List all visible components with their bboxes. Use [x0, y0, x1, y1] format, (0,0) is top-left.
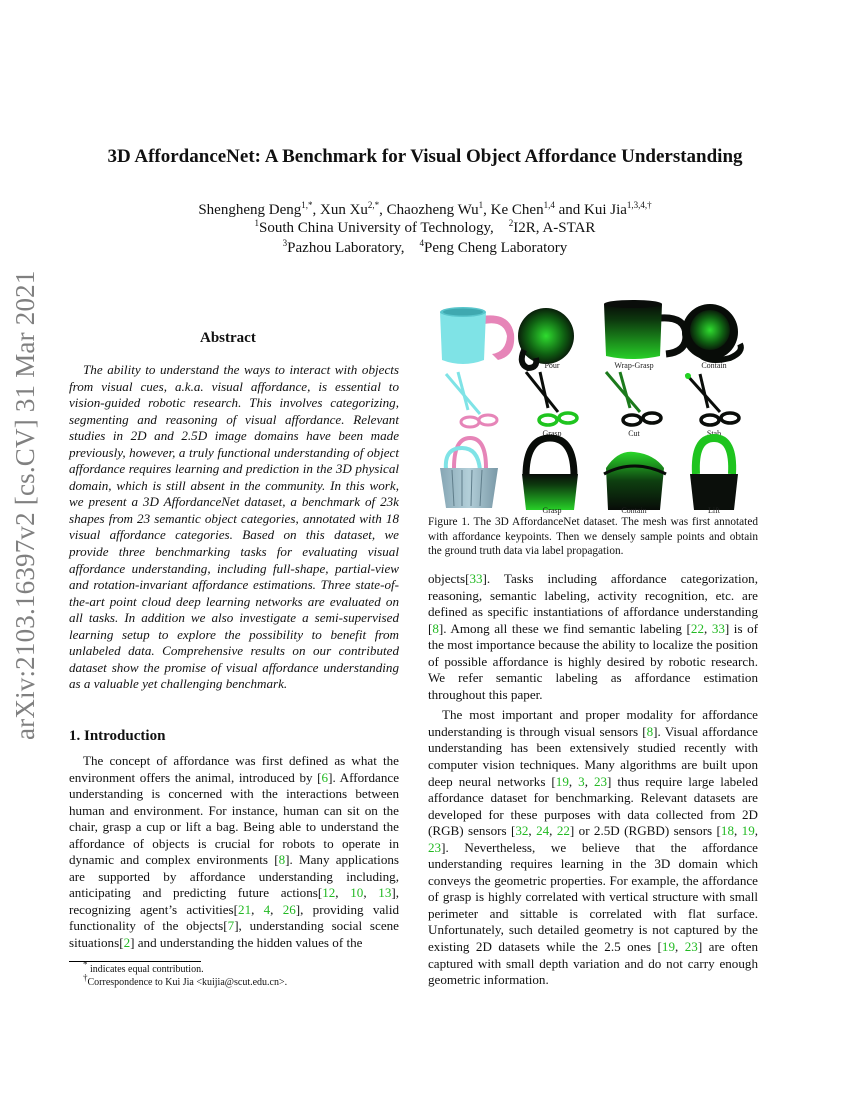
- citation-link[interactable]: 22: [556, 823, 570, 839]
- citation-link[interactable]: 22: [690, 620, 704, 636]
- citation-link[interactable]: 33: [469, 571, 483, 586]
- abstract-heading: Abstract: [200, 330, 256, 346]
- intro-paragraph: The concept of affordance was first defined as what the environment offers the animal, introduced by [6]. Affordance understanding is concerned with the interactions between human and environment. For instance, human can sit on the chair, grasp a cup or lift a bag. Being able to understand the affordance of objects is crucial for robots to operate in dynamic and complex environments [8]. Many applications are supported by affordance understanding including, anticipating and predicting future actions[12, 10, 13], recognizing agent’s activities[21, 4, 26], providing valid functionality of the objects[7], understanding social scene situations[2] and understanding the hidden values of the: [69, 753, 400, 951]
- citation-link[interactable]: 2: [123, 935, 131, 951]
- text-run: ]. Tasks including affordance categorization, reasoning, semantic labeling, activity recognition, etc. are defined as specific instantiations of affordance understanding [: [428, 571, 758, 636]
- citation-link[interactable]: 8: [432, 620, 439, 636]
- text-run: ], providing valid functionality of the objects[: [69, 901, 399, 934]
- text-run: objects[: [428, 571, 470, 586]
- affil-sup: 1: [254, 218, 260, 228]
- text-run: ] is of the most importance because the ability to localize the position of possible affordance is highly desired by robotic research. We refer semantic labeling as affordance estimation throughout this paper.: [428, 620, 758, 702]
- author-name: , Chaozheng Wu: [379, 202, 479, 218]
- affiliation: I2R, A-STAR: [513, 220, 596, 236]
- citation-link[interactable]: 8: [278, 852, 286, 868]
- affil-sup: 2: [508, 218, 514, 228]
- arxiv-stamp: arXiv:2103.16397v2 [cs.CV] 31 Mar 2021: [10, 270, 40, 740]
- citation-link[interactable]: 19: [661, 939, 676, 955]
- author-name: and Kui Jia: [554, 202, 627, 218]
- footnote-text: indicates equal contribution.: [87, 964, 204, 975]
- author-sup: 1,4: [543, 200, 555, 210]
- mug-mesh: [440, 307, 514, 364]
- text-run: ]. Visual affordance understanding has been extensively studied recently with computer vision techniques. Many algorithms are built upon deep neural networks [: [428, 723, 758, 789]
- scissors-grasp-heatmap: [526, 372, 577, 425]
- citation-link[interactable]: 13: [378, 885, 392, 901]
- citation-link[interactable]: 10: [350, 885, 364, 901]
- section-heading-introduction: 1. Introduction: [69, 728, 166, 744]
- citation-link[interactable]: 21: [238, 901, 252, 917]
- footnote-1: [69, 959, 399, 977]
- text-run: ] or 2.5D (RGBD) sensors [: [569, 823, 721, 839]
- bag-grasp-heatmap: [522, 438, 578, 510]
- author-sup: 1: [478, 200, 484, 210]
- bag-mesh: [440, 438, 498, 508]
- citation-link[interactable]: 23: [428, 839, 442, 855]
- affiliation-line-1: [0, 219, 850, 237]
- scissors-mesh: [446, 372, 497, 427]
- text-run: The concept of affordance was first defined as what the environment offers the animal, introduced by [: [69, 753, 399, 785]
- footnote-mark: *: [83, 959, 88, 970]
- footnote-2: [69, 972, 399, 990]
- citation-link[interactable]: 18: [720, 823, 734, 839]
- citation-link[interactable]: 26: [282, 901, 296, 917]
- citation-link[interactable]: 23: [684, 939, 698, 955]
- citation-link[interactable]: 19: [741, 823, 755, 839]
- mug-wrap-grasp-heatmap: [604, 300, 686, 359]
- paragraph: objects[33]. Tasks including affordance categorization, reasoning, semantic labeling, activity recognition, etc. are defined as specific instantiations of affordance understanding [8]. Among all these we find semantic labeling [22, 33] is of the most importance because the ability to localize the position of possible affordance is highly desired by robotic research. We refer semantic labeling as affordance estimation throughout this paper.: [428, 571, 758, 702]
- affiliation: South China University of Technology,: [259, 220, 494, 236]
- text-run: ] are often captured with small depth variation and do not carry enough geometric information.: [428, 939, 759, 988]
- mug-contain-heatmap: [682, 304, 741, 360]
- affiliation: Peng Cheng Laboratory: [424, 240, 568, 256]
- citation-link[interactable]: 6: [321, 769, 329, 785]
- footnotes: [69, 959, 399, 989]
- author-sup: 1,3,4,†: [626, 200, 652, 210]
- footnote-text: Correspondence to Kui Jia <kuijia@scut.edu.cn>.: [87, 976, 288, 988]
- author-name: , Xun Xu: [312, 202, 368, 218]
- text-run: ] thus require large labeled affordance dataset for benchmarking. Relevant datasets are developed for these purposes with data collected from 2D (RGB) sensors [: [428, 773, 759, 839]
- bag-contain-heatmap: [604, 452, 666, 510]
- figure-label-grasp: Grasp: [542, 429, 562, 438]
- text-run: ]. Nevertheless, we believe that the affordance understanding requires learning in the 3D domain which conveys the geometric properties. For example, the affordance of grasp is highly correlated with vertical structure with small perimeter and sittable is correlated with flat surface. Unfortunately, such detailed geometry is not captured by the existing 2D datasets while the 2.5 ones [: [428, 839, 758, 955]
- author-name: , Ke Chen: [483, 202, 544, 218]
- text-run: The most important and proper modality for affordance understanding is through visual sensors [: [428, 707, 758, 739]
- figure-1-caption: Figure 1. The 3D AffordanceNet dataset. The mesh was first annotated with affordance keypoints. Then we densely sample points and obtain the ground truth data via label propagation.: [428, 516, 758, 557]
- figure-label-contain: Contain: [701, 361, 727, 370]
- text-run: ] and understanding the hidden values of the: [130, 935, 363, 951]
- text-run: ]. Many applications are supported by affordance understanding including, anticipating and predicting future actions[: [69, 852, 400, 901]
- footnote-divider: [69, 961, 201, 962]
- citation-link[interactable]: 23: [593, 773, 608, 789]
- figure-label-wrap-grasp: Wrap-Grasp: [614, 361, 654, 370]
- right-column-text: [428, 571, 758, 989]
- abstract-paragraph: The ability to understand the ways to interact with objects from visual cues, a.k.a. visual affordance, is essential to vision-guided robotic research. This involves categorizing, segmenting and reasoning of visual affordance. Relevant studies in 2D and 2.5D image domains have been made previously, however, a truly functional understanding of object affordance requires learning and prediction in the 3D physical domain, which is still absent in the community. In this work, we present a 3D AffordanceNet dataset, a benchmark of 23k shapes from 23 semantic object categories, annotated with 18 visual affordance categories. Based on this dataset, we provide three benchmarking tasks for evaluating visual affordance understanding, including full-shape, partial-view and rotation-invariant affordance estimations. Three state-of-the-art point cloud deep learning networks are evaluated on all tasks. In addition we also investigate a semi-supervised learning setup to explore the possibility to benefit from unlabeled data. Comprehensive results on our contributed dataset show the promise of visual affordance understanding as a valuable yet challenging benchmark.: [69, 362, 399, 692]
- figure-label-lift: Lift: [708, 506, 720, 515]
- bag-lift-heatmap: [690, 438, 738, 510]
- citation-link[interactable]: 8: [646, 723, 654, 739]
- citation-link[interactable]: 12: [322, 885, 336, 901]
- citation-link[interactable]: 3: [578, 773, 585, 789]
- mug-pour-heatmap: [518, 308, 574, 368]
- figure-label-stab: Stab: [706, 429, 722, 438]
- abstract-text: [69, 362, 399, 693]
- citation-link[interactable]: 33: [711, 620, 725, 636]
- author-sup: 2,*: [367, 200, 380, 210]
- figure-1-panel: [428, 298, 758, 516]
- citation-link[interactable]: 32: [515, 823, 529, 839]
- text-run: ], recognizing agent’s activities[: [69, 885, 400, 917]
- affil-sup: 4: [419, 238, 424, 248]
- figure-label-pour: Pour: [544, 361, 560, 370]
- figure-label-cut: Cut: [628, 429, 640, 438]
- paragraph: The most important and proper modality for affordance understanding is through visual sensors [8]. Visual affordance understanding has been extensively studied recently with computer vision techniques. Many algorithms are built upon deep neural networks [19, 3, 23] thus require large labeled affordance dataset for benchmarking. Relevant datasets are developed for these purposes with data collected from 2D (RGB) sensors [32, 24, 22] or 2.5D (RGBD) sensors [18, 19, 23]. Nevertheless, we believe that the affordance understanding requires learning in the 3D domain which conveys the geometric properties. For example, the affordance of grasp is highly correlated with vertical structure with small perimeter and sittable is correlated with flat surface. Unfortunately, such detailed geometry is not captured by the existing 2D datasets while the 2.5 ones [19, 23] are often captured with small depth variation and do not carry enough geometric information.: [428, 707, 759, 988]
- author-name: Shengheng Deng: [198, 202, 302, 218]
- footnote-mark: †: [83, 972, 88, 983]
- figure-label-contain: Contain: [621, 506, 647, 515]
- citation-link[interactable]: 19: [555, 773, 569, 789]
- citation-link[interactable]: 4: [263, 901, 271, 917]
- paper-title: 3D AffordanceNet: A Benchmark for Visual Object Affordance Understanding: [107, 146, 743, 167]
- text-run: ], understanding social scene situations[: [69, 918, 399, 951]
- text-run: ]. Among all these we find semantic labeling [: [438, 620, 691, 636]
- affiliation-line-2: [0, 239, 850, 257]
- citation-link[interactable]: 7: [227, 918, 235, 934]
- author-sup: 1,*: [301, 200, 313, 210]
- text-run: ]. Affordance understanding is concerned with the interactions between human and environment. For instance, human can sit on the chair, grasp a cup or lift a bag. Being able to understand the affordance of objects is crucial for robots to operate in dynamic and complex environments [: [69, 769, 399, 868]
- scissors-cut-heatmap: [606, 372, 661, 425]
- scissors-stab-heatmap: [685, 373, 739, 425]
- introduction-text: [69, 753, 399, 952]
- affiliation: Pazhou Laboratory,: [287, 240, 405, 256]
- affil-sup: 3: [282, 238, 288, 248]
- author-list: [0, 201, 850, 219]
- citation-link[interactable]: 24: [536, 823, 550, 839]
- figure-label-grasp: Grasp: [542, 506, 562, 515]
